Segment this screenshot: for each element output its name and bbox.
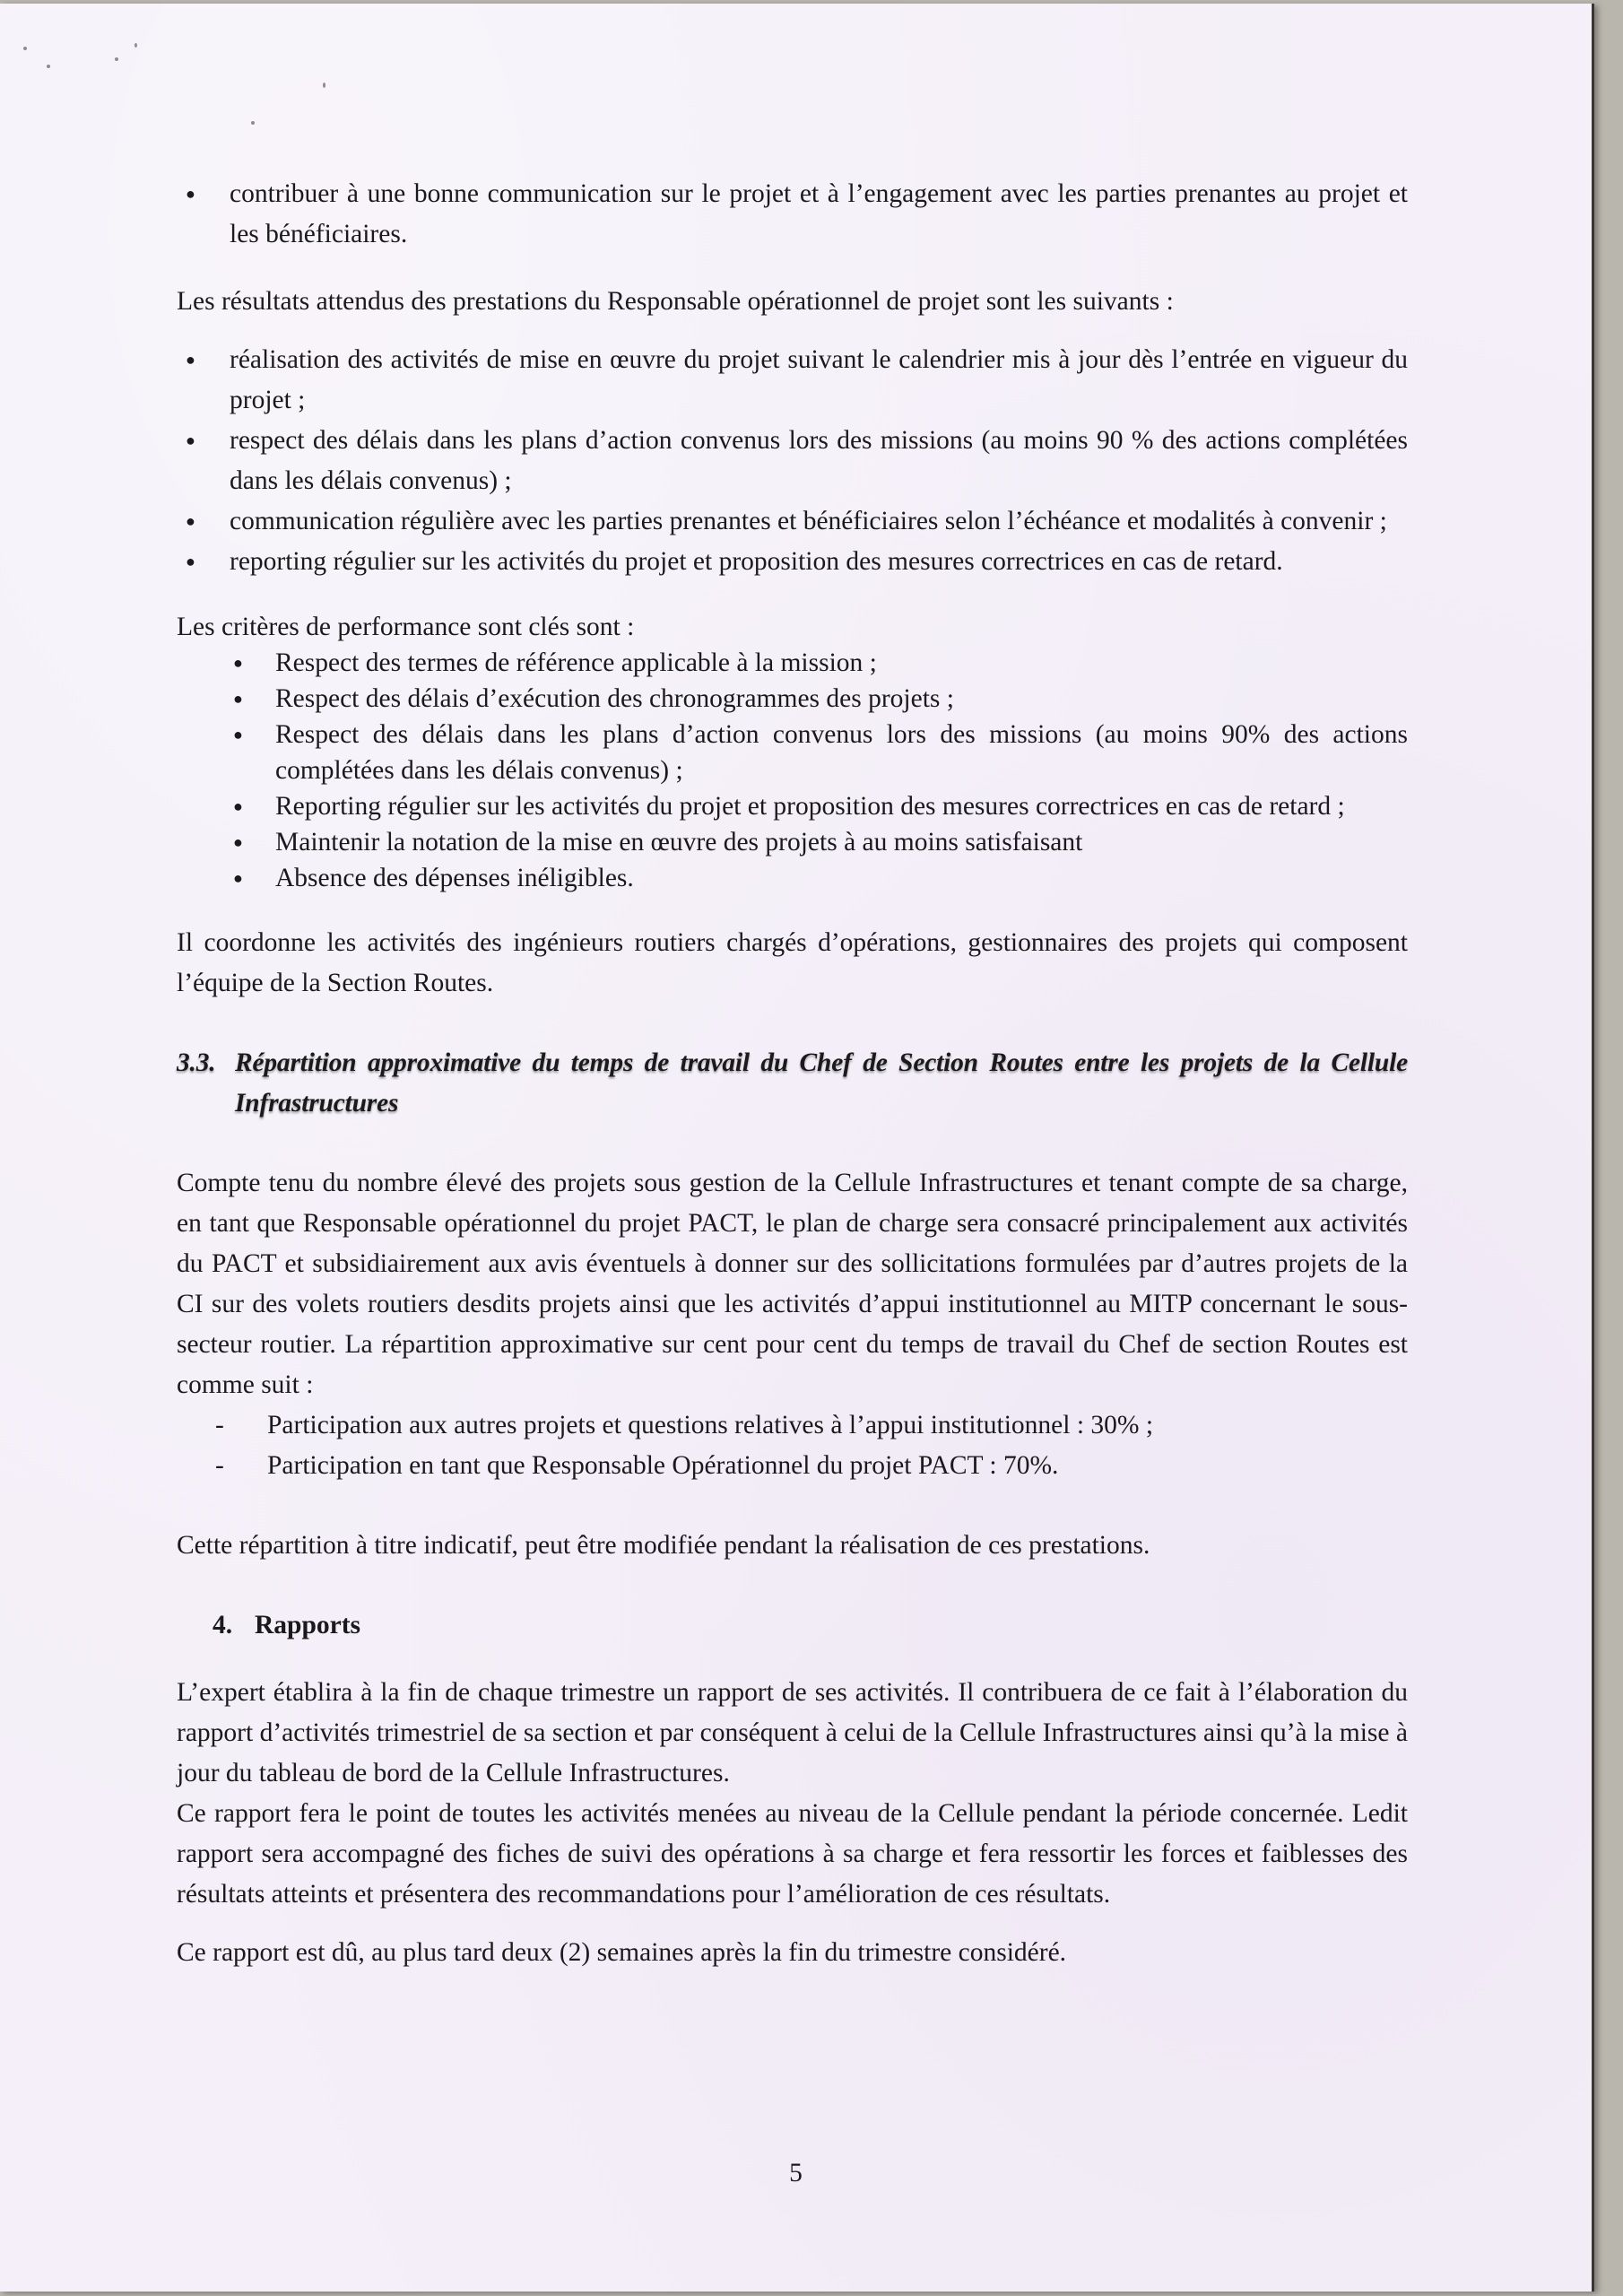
allocation-note: Cette répartition à titre indicatif, peut être modifiée pendant la réalisation de ces prestations.	[177, 1531, 1150, 1560]
results-intro: Les résultats attendus des prestations du Responsable opérationnel de projet sont les suivants :	[177, 287, 1174, 316]
section-4-paragraph: Ce rapport est dû, au plus tard deux (2) semaines après la fin du trimestre considéré.	[177, 1938, 1067, 1967]
list-item: - Participation aux autres projets et questions relatives à l’appui institutionnel : 30% ;	[215, 1405, 1408, 1446]
scan-speck	[251, 121, 255, 125]
section-title: Rapports	[255, 1611, 361, 1639]
list-item: ● Respect des délais d’exécution des chronogrammes des projets ;	[233, 681, 1408, 717]
intro-bullet-list	[177, 174, 1408, 255]
results-list	[177, 340, 1408, 582]
document-body	[177, 174, 1408, 1973]
scan-speck	[115, 57, 118, 61]
scan-speck	[23, 47, 27, 50]
list-item: ● Respect des délais dans les plans d’action convenus lors des missions (au moins 90% des actions complétées dans les délais convenus) ;	[233, 717, 1408, 788]
list-item: ● Maintenir la notation de la mise en œuvre des projets à au moins satisfaisant	[233, 824, 1408, 860]
page-number: 5	[789, 2159, 803, 2187]
section-3-3-paragraph: Compte tenu du nombre élevé des projets sous gestion de la Cellule Infrastructures et tenant compte de sa charge, en tant que Responsable opérationnel du projet PACT, le plan de charge sera consacré principalement aux activités du PACT et subsidiairement aux avis éventuels à donner sur des sollicitations formulées par d’autres projets de la CI sur des volets routiers desdits projets ainsi que les activités d’appui institutionnel au MITP concernant le sous-secteur routier. La répartition approximative sur cent pour cent du temps de travail du Chef de section Routes est comme suit :	[177, 1169, 1408, 1399]
section-title: Répartition approximative du temps de travail du Chef de Section Routes entre les projets de la Cellule Infrastructures	[235, 1048, 1408, 1118]
criteria-list	[233, 645, 1408, 896]
list-item: ● réalisation des activités de mise en œuvre du projet suivant le calendrier mis à jour dès l’entrée en vigueur du projet ;	[177, 340, 1408, 421]
list-item: ● respect des délais dans les plans d’action convenus lors des missions (au moins 90 % des actions complétées dans les délais convenus) ;	[177, 421, 1408, 501]
section-number: 4.	[213, 1611, 233, 1639]
list-item: ● contribuer à une bonne communication sur le projet et à l’engagement avec les parties prenantes au projet et les bénéficiaires.	[177, 174, 1408, 255]
scan-speck	[323, 83, 325, 88]
scan-speck	[47, 65, 50, 68]
coordination-paragraph: Il coordonne les activités des ingénieurs routiers chargés d’opérations, gestionnaires des projets qui composent l’équipe de la Section Routes.	[177, 928, 1408, 997]
criteria-intro: Les critères de performance sont clés sont :	[177, 613, 635, 641]
list-item: - Participation en tant que Responsable Opérationnel du projet PACT : 70%.	[215, 1446, 1408, 1486]
list-item: ● Reporting régulier sur les activités du projet et proposition des mesures correctrices en cas de retard ;	[233, 788, 1408, 824]
scanned-page	[0, 4, 1594, 2292]
list-item: ● Absence des dépenses inéligibles.	[233, 860, 1408, 896]
section-heading-3-3	[177, 1043, 1408, 1124]
section-4-paragraph: L’expert établira à la fin de chaque trimestre un rapport de ses activités. Il contribuera de ce fait à l’élaboration du rapport d’activités trimestriel de sa section et par conséquent à celui de la Cellule Infrastructures ainsi qu’à la mise à jour du tableau de bord de la Cellule Infrastructures.	[177, 1678, 1408, 1787]
section-number: 3.3.	[177, 1048, 216, 1077]
time-allocation-list	[215, 1405, 1408, 1486]
section-heading-4	[177, 1605, 1408, 1646]
section-4-paragraph: Ce rapport fera le point de toutes les activités menées au niveau de la Cellule pendant la période concernée. Ledit rapport sera accompagné des fiches de suivi des opérations à sa charge et fera ressortir les forces et faiblesses des résultats atteints et présentera des recommandations pour l’amélioration de ces résultats.	[177, 1799, 1408, 1909]
scan-speck	[135, 43, 137, 48]
list-item: ● communication régulière avec les parties prenantes et bénéficiaires selon l’échéance et modalités à convenir ;	[177, 501, 1408, 542]
list-item: ● reporting régulier sur les activités du projet et proposition des mesures correctrices en cas de retard.	[177, 542, 1408, 582]
list-item: ● Respect des termes de référence applicable à la mission ;	[233, 645, 1408, 681]
